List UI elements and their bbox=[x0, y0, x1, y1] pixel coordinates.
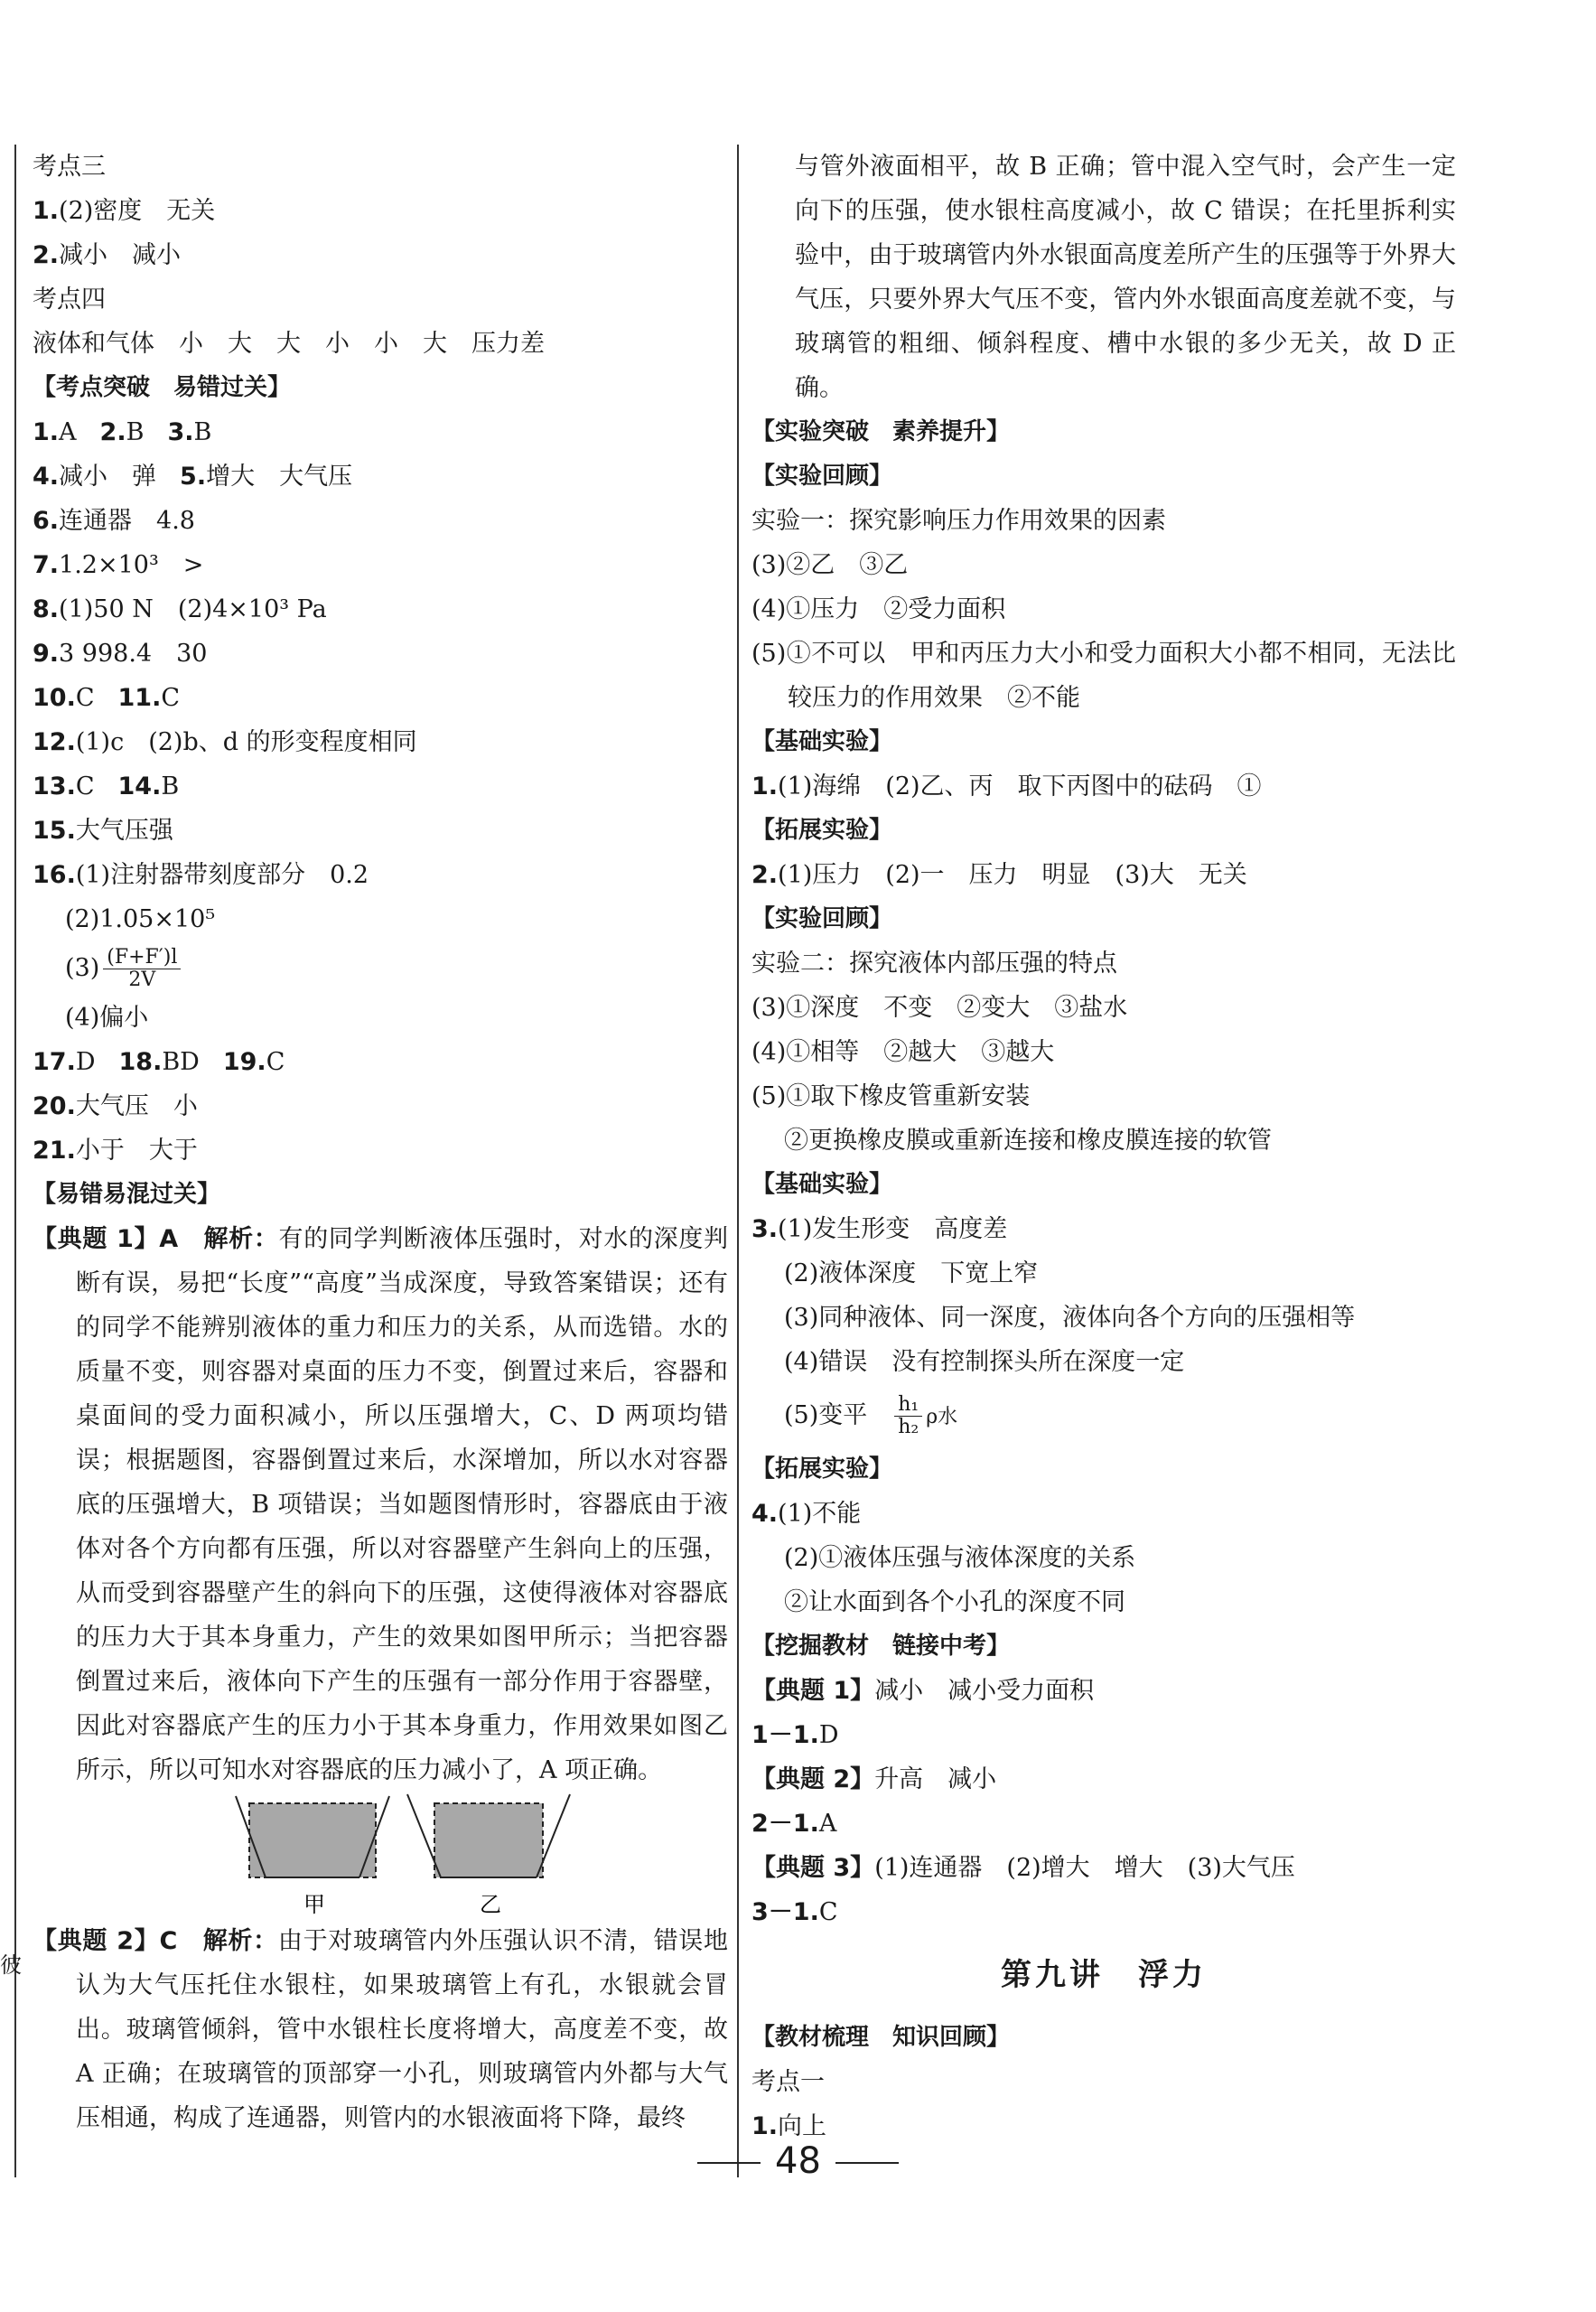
answers-17-19: 17.D 18.BD 19.C bbox=[33, 1048, 285, 1076]
section-extension-1: 【拓展实验】 bbox=[751, 817, 893, 844]
exp1-item3: (3)②乙 ③乙 bbox=[751, 551, 909, 579]
answers-13-14: 13.C 14.B bbox=[33, 772, 180, 800]
exp1-item4: (4)①压力 ②受力面积 bbox=[751, 595, 1006, 623]
container-figure bbox=[33, 1793, 728, 1919]
section-textbook-review: 【教材梳理 知识回顾】 bbox=[751, 2024, 1011, 2051]
typical-1: 【典题 1】减小 减小受力面积 bbox=[751, 1677, 1095, 1705]
typical-2: 【典题 2】升高 减小 bbox=[751, 1765, 997, 1793]
container-diagram bbox=[33, 1793, 728, 1919]
answer-8: 8.(1)50 N (2)4×10³ Pa bbox=[33, 595, 327, 623]
typical-2-1: 2－1.A bbox=[751, 1810, 837, 1838]
experiment1-title: 实验一：探究影响压力作用效果的因素 bbox=[751, 507, 1166, 535]
answer-20: 20.大气压 小 bbox=[33, 1092, 198, 1120]
exp2-item5b: ②更换橡皮膜或重新连接和橡皮膜连接的软管 bbox=[784, 1127, 1272, 1155]
example1-explanation: 【典题 1】A 解析：有的同学判断液体压强时，对水的深度判断有误，易把“长度”“高度”当成深度，导致答案错误；还有的同学不能辨别液体的重力和压力的关系，从而选错。水的质量不变，则容器对桌面的压力不变，倒置过来后，容器和桌面间的受力面积减小，所以压强增大，C、D 两项均错误；根据题图，容器倒置过来后，水深增加，所以水对容器底的压强增大，B 项错误；当如题图情形时，容器底由于液体对各个方向都有压强，所以对容器壁产生斜向上的压强，从而受到容器壁产生的斜向下的压强，这使得液体对容器底的压力大于其本身重力，产生的效果如图甲所示；当把容器倒置过来后，液体向下产生的压强有一部分作用于容器壁，因此对容器底产生的压力小于其本身重力，作用效果如图乙所示，所以可知水对容器底的压力减小了，A 项正确。 bbox=[33, 1225, 728, 1784]
answers-1-3: 1.A 2.B 3.B bbox=[33, 418, 212, 446]
extension-answer-2: 2.(1)压力 (2)一 压力 明显 (3)大 无关 bbox=[751, 861, 1247, 889]
section-breakthrough: 【考点突破 易错过关】 bbox=[33, 374, 292, 401]
extension-answer-4: 4.(1)不能 bbox=[751, 1500, 862, 1528]
example2-continued: 与管外液面相平，故 B 正确；管中混入空气时，会产生一定向下的压强，使水银柱高度减小，故 C 错误；在托里拆利实验中，由于玻璃管内外水银面高度差所产生的压强等于外界大气压，只要外界大气压不变，管内外水银面高度差就不变，与玻璃管的粗细、倾斜程度、槽中水银的多少无关，故 D 正确。 bbox=[795, 153, 1456, 402]
footer-rule-left bbox=[697, 2162, 761, 2164]
page-number: 48 bbox=[775, 2140, 821, 2182]
exp2-item4: (4)①相等 ②越大 ③越大 bbox=[751, 1038, 1055, 1066]
page-footer bbox=[0, 2134, 1596, 2188]
figure-yi-water bbox=[434, 1803, 543, 1877]
section-basic-1: 【基础实验】 bbox=[751, 728, 893, 755]
left-margin-rule bbox=[14, 145, 16, 2177]
section-confuse: 【易错易混过关】 bbox=[33, 1181, 221, 1208]
section-experiment: 【实验突破 素养提升】 bbox=[751, 418, 1011, 445]
typical-3: 【典题 3】(1)连通器 (2)增大 增大 (3)大气压 bbox=[751, 1854, 1295, 1882]
answer-16: 16.(1)注射器带刻度部分 0.2 bbox=[33, 861, 369, 889]
k1-item1: 1.向上 bbox=[751, 2112, 827, 2140]
basic-answer-1: 1.(1)海绵 (2)乙、丙 取下丙图中的砝码 ① bbox=[751, 772, 1262, 800]
exp1-item5: (5)①不可以 甲和丙压力大小和受力面积大小都不相同，无法比较压力的作用效果 ②不能 bbox=[751, 640, 1456, 712]
answers-10-11: 10.C 11.C bbox=[33, 684, 181, 712]
k3-item2: 2.减小 减小 bbox=[33, 241, 182, 269]
answer-16-3: (3) $\frac{(F+F')l}{2V}$ bbox=[33, 941, 728, 996]
answers-4-5: 4.减小 弹 5.增大 大气压 bbox=[33, 463, 353, 491]
basic-answer-3-3: (3)同种液体、同一深度，液体向各个方向的压强相等 bbox=[784, 1304, 1356, 1332]
k3-item1: 1.(2)密度 无关 bbox=[33, 197, 216, 225]
left-column bbox=[33, 145, 728, 2140]
chapter-title: 第九讲 浮力 bbox=[1001, 1957, 1207, 1993]
kaodian1-heading: 考点一 bbox=[751, 2068, 825, 2096]
answer-16-4: (4)偏小 bbox=[65, 1004, 149, 1032]
answer-9: 9.3 998.4 30 bbox=[33, 640, 208, 668]
experiment2-title: 实验二：探究液体内部压强的特点 bbox=[751, 950, 1117, 978]
typical-3-1: 3－1.C bbox=[751, 1898, 838, 1926]
fraction-16-3: $\frac{(F+F')l}{2V}$ bbox=[103, 947, 181, 991]
answer-16-2: (2)1.05×10⁵ bbox=[65, 905, 216, 933]
answer-21: 21.小于 大于 bbox=[33, 1137, 198, 1165]
section-review-1: 【实验回顾】 bbox=[751, 463, 893, 490]
answer-7: 7.1.2×10³ > bbox=[33, 551, 204, 579]
section-review-2: 【实验回顾】 bbox=[751, 905, 893, 932]
footer-rule-right bbox=[835, 2162, 899, 2164]
answer-15: 15.大气压强 bbox=[33, 817, 173, 845]
answer-12: 12.(1)c (2)b、d 的形变程度相同 bbox=[33, 728, 417, 756]
section-extension-2: 【拓展实验】 bbox=[751, 1456, 893, 1483]
figure-label-yi: 乙 bbox=[480, 1892, 501, 1917]
basic-answer-3-5: (5)变平 $\frac{\text{h₁}}{\text{h₂}}$ ρ水 bbox=[784, 1393, 958, 1438]
example2-explanation: 【典题 2】C 解析：由于对玻璃管内外压强认识不清，错误地认为大气压托住水银柱，如果玻璃管上有孔，水银就会冒出。玻璃管倾斜，管中水银柱长度将增大，高度差不变，故 A 正确；在玻璃管的顶部穿一小孔，则玻璃管内外都与大气压相通，构成了连通器，则管内的水银液面将下降，最终 bbox=[33, 1927, 728, 2132]
right-column bbox=[751, 145, 1456, 2148]
kaodian3-heading: 考点三 bbox=[33, 153, 106, 181]
typical-1-1: 1－1.D bbox=[751, 1721, 839, 1749]
extension-answer-4-3: ②让水面到各个小孔的深度不同 bbox=[784, 1588, 1125, 1616]
figure-jia-water bbox=[249, 1803, 376, 1877]
k4-line: 液体和气体 小 大 大 小 小 大 压力差 bbox=[33, 330, 545, 358]
kaodian4-heading: 考点四 bbox=[33, 285, 106, 314]
basic-answer-3-4: (4)错误 没有控制探头所在深度一定 bbox=[784, 1348, 1185, 1376]
column-divider bbox=[737, 145, 739, 2177]
figure-label-jia: 甲 bbox=[303, 1892, 325, 1917]
basic-answer-3: 3.(1)发生形变 高度差 bbox=[751, 1215, 1008, 1243]
section-dig-textbook: 【挖掘教材 链接中考】 bbox=[751, 1633, 1011, 1660]
section-basic-2: 【基础实验】 bbox=[751, 1171, 893, 1198]
answer-6: 6.连通器 4.8 bbox=[33, 507, 195, 535]
basic-answer-3-2: (2)液体深度 下宽上窄 bbox=[784, 1259, 1039, 1287]
exp2-item3: (3)①深度 不变 ②变大 ③盐水 bbox=[751, 994, 1128, 1022]
fraction-h1-h2: $\frac{\text{h₁}}{\text{h₂}}$ bbox=[894, 1394, 922, 1438]
extension-answer-4-2: (2)①液体压强与液体深度的关系 bbox=[784, 1544, 1136, 1572]
exp2-item5: (5)①取下橡皮管重新安装 bbox=[751, 1082, 1031, 1110]
edge-character: 彼 bbox=[0, 1952, 22, 1978]
